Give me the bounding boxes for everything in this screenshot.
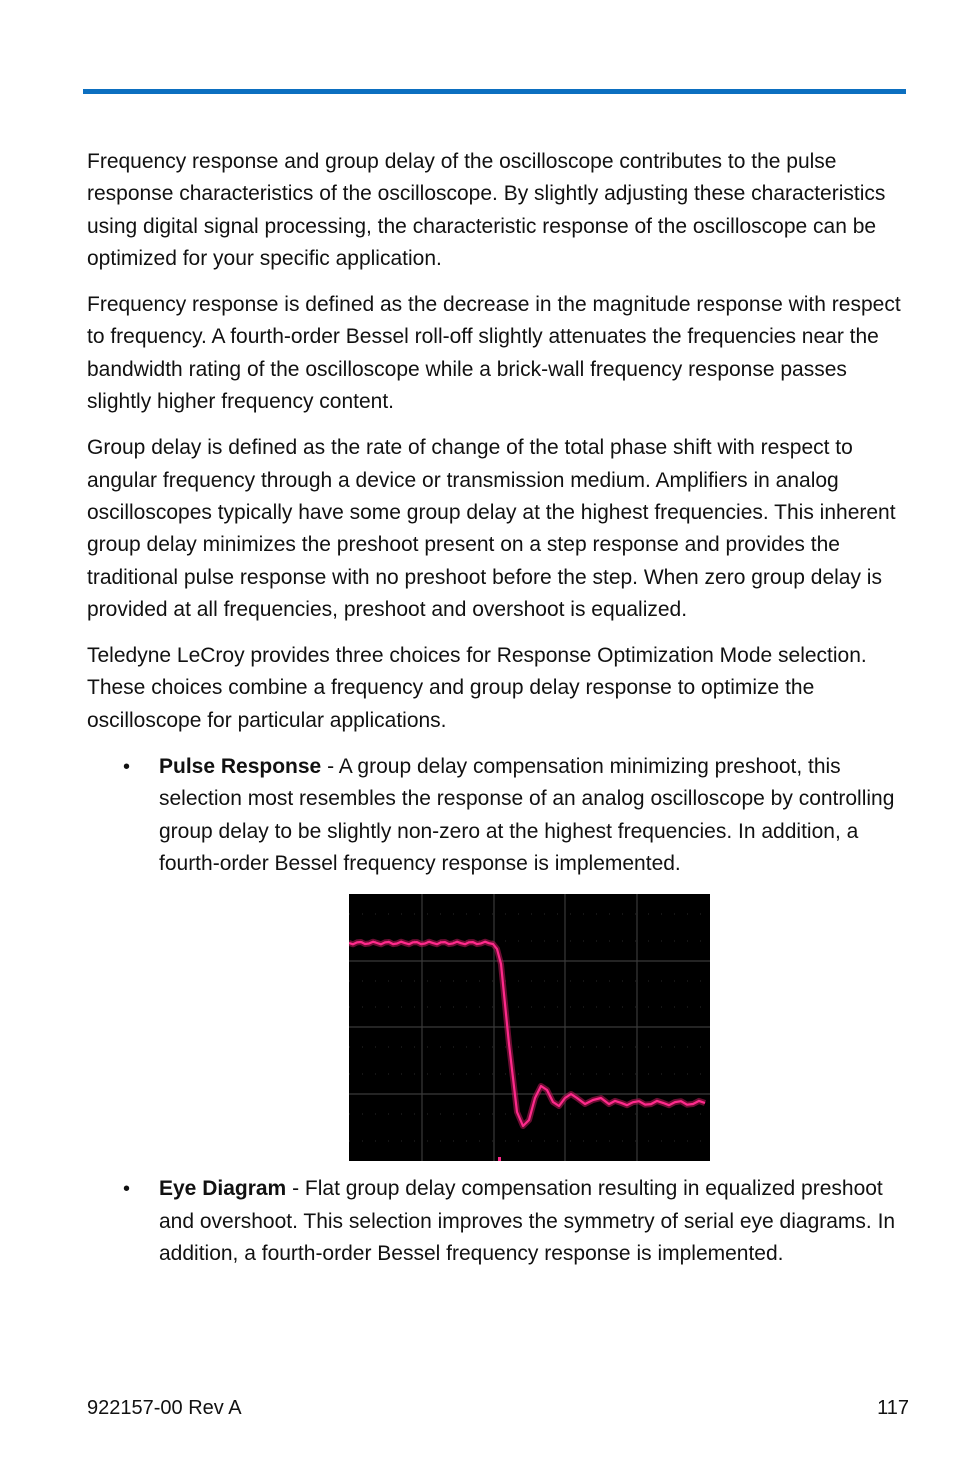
option-term: Eye Diagram <box>159 1177 287 1201</box>
paragraph-frequency-response: Frequency response is defined as the decrease in the magnitude response with respect to frequency. A fourth-order Bessel roll-off slightly attenuates the frequencies near the bandwidth rating of the oscilloscope while a brick-wall frequency response passes slightly higher frequency content. <box>87 293 901 414</box>
footer-doc-id: 922157-00 Rev A <box>87 1397 242 1419</box>
paragraph-group-delay: Group delay is defined as the rate of change of the total phase shift with respect to angular frequency through a device or transmission medium. Amplifiers in analog oscilloscopes typically have some group delay at the highest frequencies. This inherent group delay minimizes the preshoot present on a step response and provides the traditional pulse response with no preshoot before the step. When zero group delay is provided at all frequencies, preshoot and overshoot is equalized. <box>87 436 896 621</box>
oscilloscope-trace-image <box>349 894 710 1161</box>
bullet-icon: • <box>123 756 131 779</box>
option-pulse-response <box>87 751 905 880</box>
paragraph-intro: Frequency response and group delay of the oscilloscope contributes to the pulse response characteristics of the oscilloscope. By slightly adjusting these characteristics using digital signal processing, the characteristic response of the oscilloscope can be optimized for your specific application. <box>87 150 886 270</box>
option-list <box>87 751 905 880</box>
bullet-icon: • <box>123 1178 131 1201</box>
header-rule <box>83 89 906 94</box>
trigger-marker <box>498 1157 501 1161</box>
pulse-response-figure <box>349 894 710 1161</box>
option-eye-diagram <box>87 1173 905 1270</box>
footer-page-number: 117 <box>877 1397 909 1419</box>
option-list-continued <box>87 1173 905 1270</box>
option-description: - Flat group delay compensation resulting in equalized preshoot and overshoot. This selection improves the symmetry of serial eye diagrams. In addition, a fourth-order Bessel frequency response is implemented. <box>159 1177 896 1265</box>
option-term: Pulse Response <box>159 755 322 779</box>
paragraph-choices: Teledyne LeCroy provides three choices for Response Optimization Mode selection. These choices combine a frequency and group delay response to optimize the oscilloscope for particular applications. <box>87 644 867 732</box>
page-content <box>87 146 905 1270</box>
option-description: - A group delay compensation minimizing preshoot, this selection most resembles the response of an analog oscilloscope by controlling group delay to be slightly non-zero at the highest frequencies. In addition, a fourth-order Bessel frequency response is implemented. <box>159 755 895 875</box>
